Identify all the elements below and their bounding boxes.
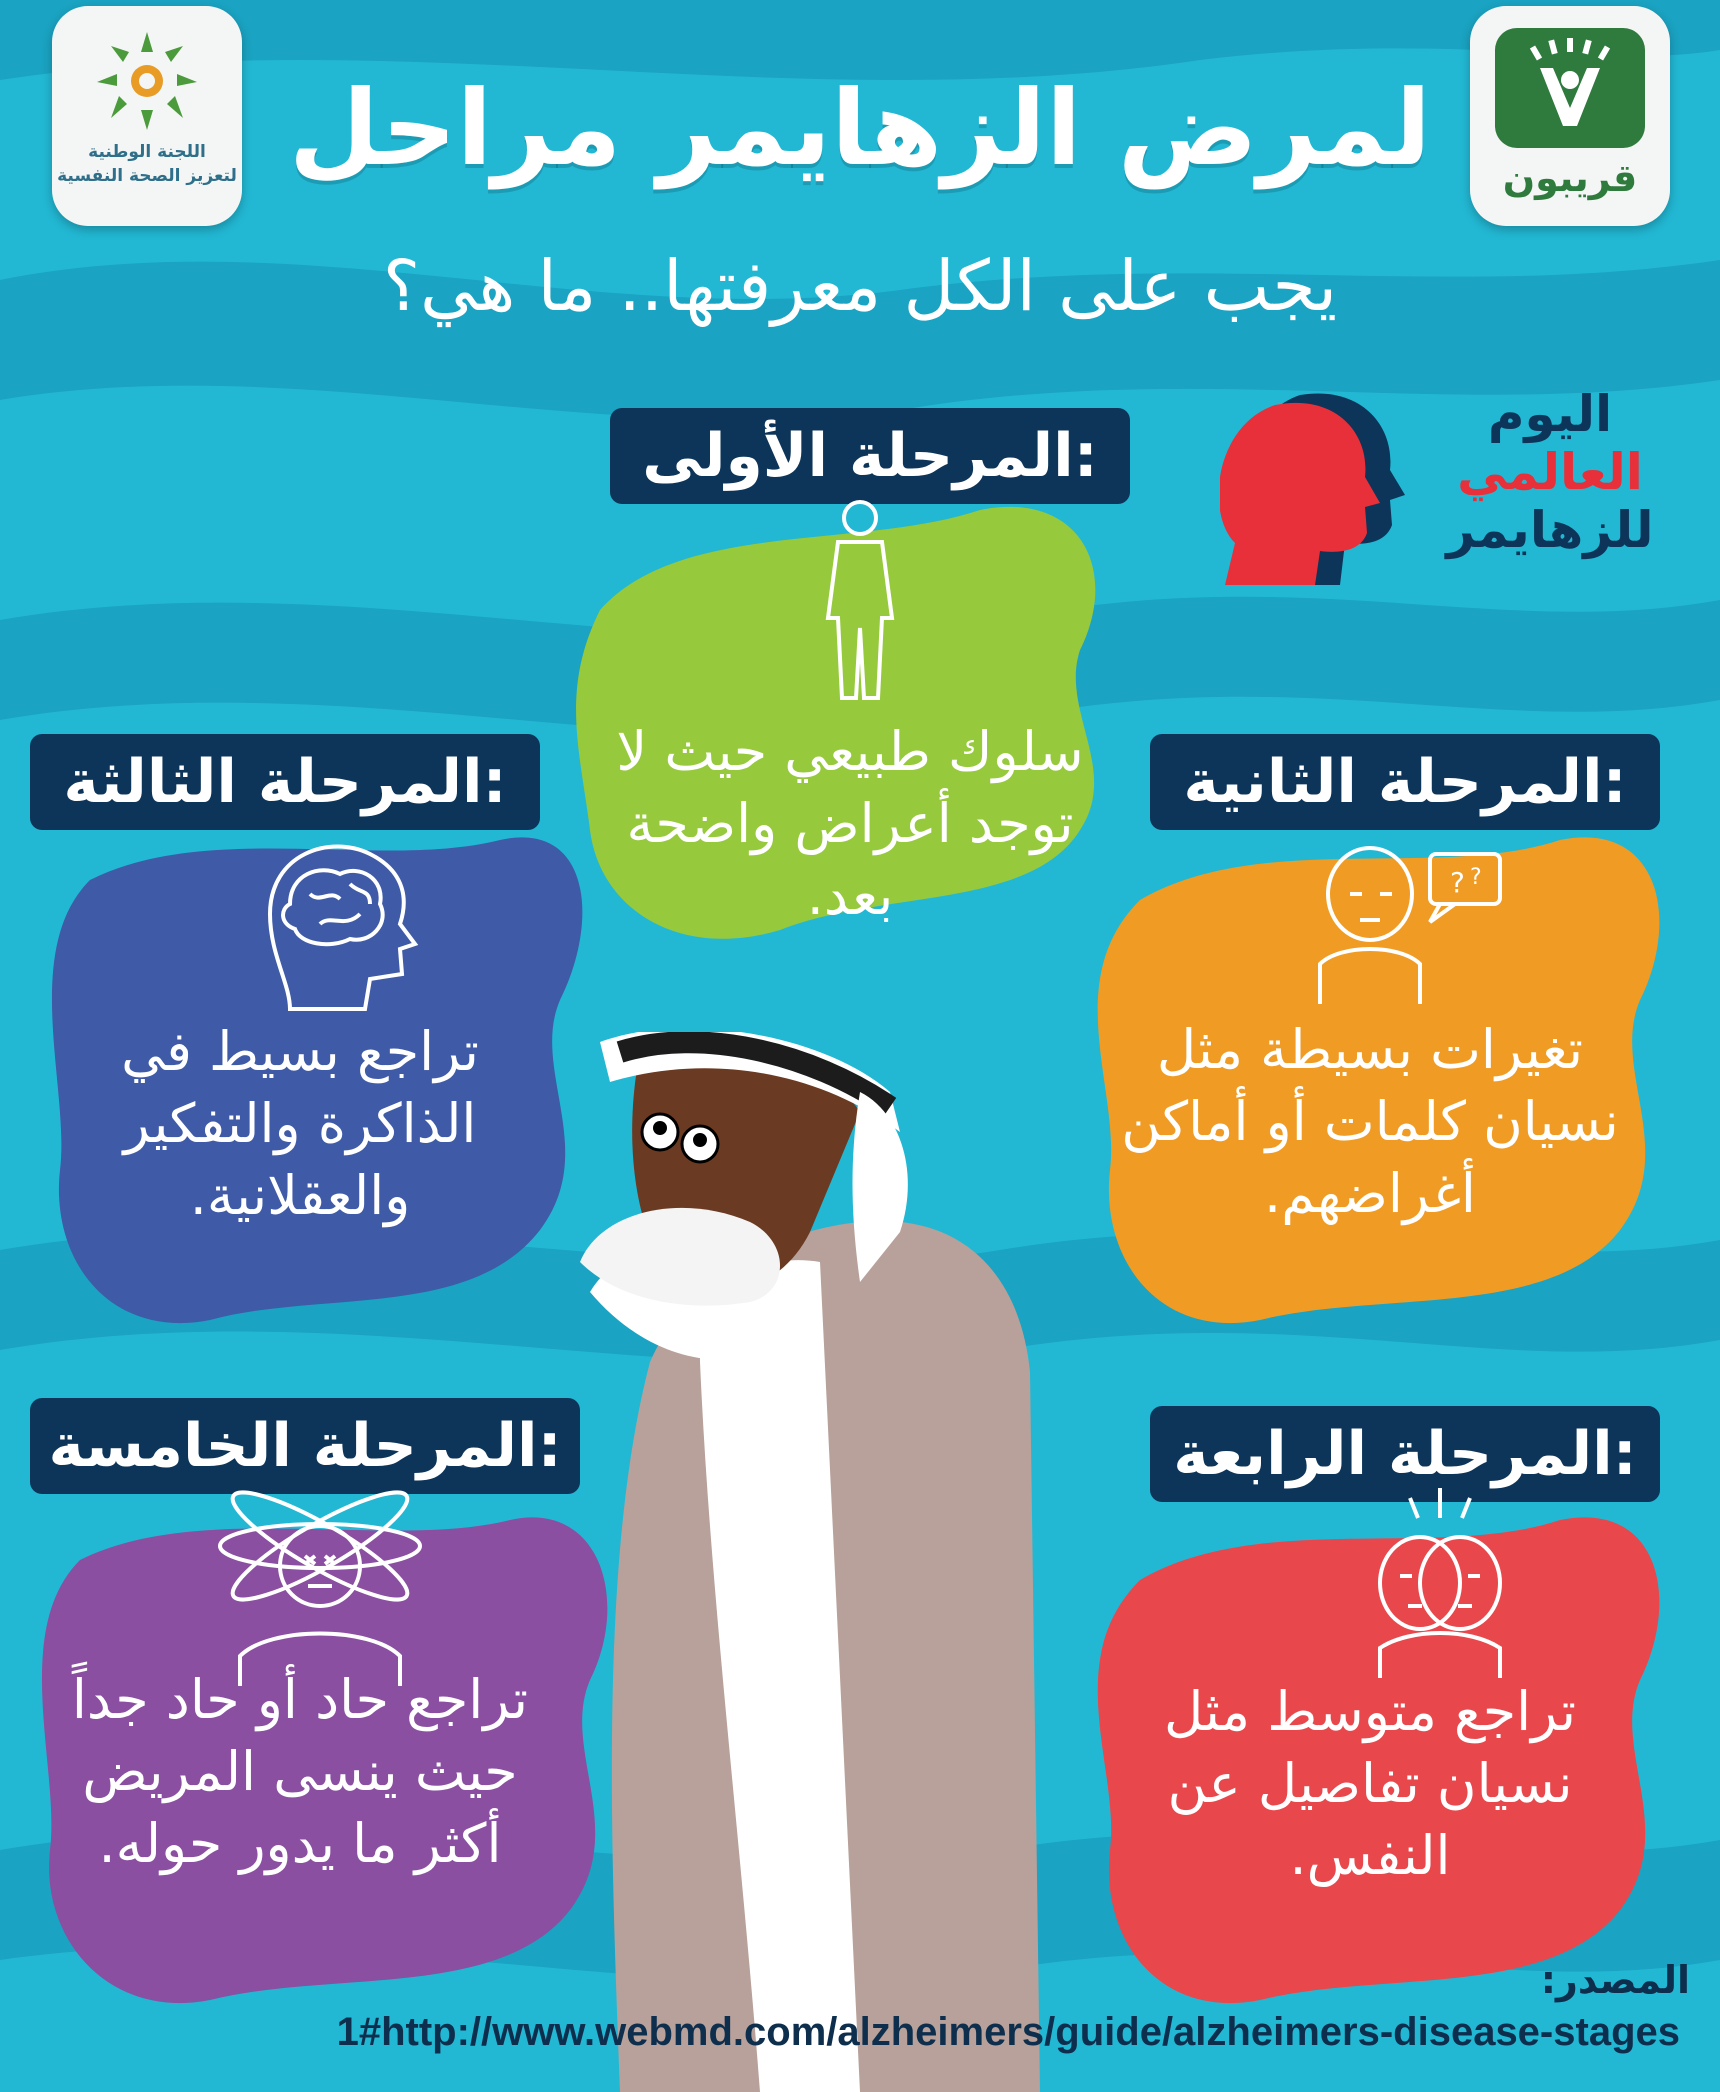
source-label: المصدر: (1540, 1958, 1690, 2002)
stage3-description: تراجع بسيط في الذاكرة والتفكير والعقلانية. (121, 1020, 479, 1227)
split-faces-icon (1340, 1488, 1540, 1678)
stage1-title-banner: المرحلة الأولى: (610, 408, 1130, 504)
stage1-description: سلوك طبيعي حيث لا توجد أعراض واضحة بعد. (616, 720, 1084, 927)
stage5-title-banner: المرحلة الخامسة: (30, 1398, 580, 1494)
stage2-description: تغيرات بسيطة مثل نسيان كلمات أو أماكن أغراضهم. (1121, 1018, 1619, 1225)
dizzy-head-icon (210, 1486, 430, 1686)
stage4-title-banner: المرحلة الرابعة: (1150, 1406, 1660, 1502)
page-subtitle: يجب على الكل معرفتها.. ما هي؟ (382, 245, 1338, 327)
elderly-man-illustration (560, 1032, 1080, 2092)
heads-silhouette-icon (1220, 385, 1440, 595)
committee-logo-line2: لتعزيز الصحة النفسية (57, 166, 237, 186)
world-day-line3: للزهايمر (1446, 501, 1654, 559)
world-day-line1: اليوم (1487, 385, 1613, 443)
svg-text:?: ? (1450, 866, 1465, 899)
stage2-title-banner: المرحلة الثانية: (1150, 734, 1660, 830)
source-url: 1#http://www.webmd.com/alzheimers/guide/alzheimers-disease-stages (336, 2010, 1680, 2054)
stage3-title-banner: المرحلة الثالثة: (30, 734, 540, 830)
qareeboon-logo-icon (1495, 28, 1645, 148)
committee-star-logo-icon (87, 24, 207, 134)
page-title: لمرض الزهايمر مراحل (288, 67, 1432, 189)
qareeboon-logo-text: قريبون (1502, 156, 1638, 200)
world-day-line2: العالمي (1457, 443, 1643, 501)
stage4-description: تراجع متوسط مثل نسيان تفاصيل عن النفس. (1163, 1680, 1576, 1887)
brain-head-icon (250, 834, 430, 1014)
stage5-description: تراجع حاد أو حاد جداً حيث ينسى المريض أكثر ما يدور حوله. (71, 1668, 529, 1875)
standing-person-icon (800, 498, 920, 708)
committee-logo-line1: اللجنة الوطنية (88, 142, 206, 162)
confused-person-icon (1310, 844, 1510, 1004)
qareeboon-logo-card (1470, 6, 1670, 226)
mental-health-committee-logo-card (52, 6, 242, 226)
svg-text:?: ? (1470, 865, 1482, 890)
